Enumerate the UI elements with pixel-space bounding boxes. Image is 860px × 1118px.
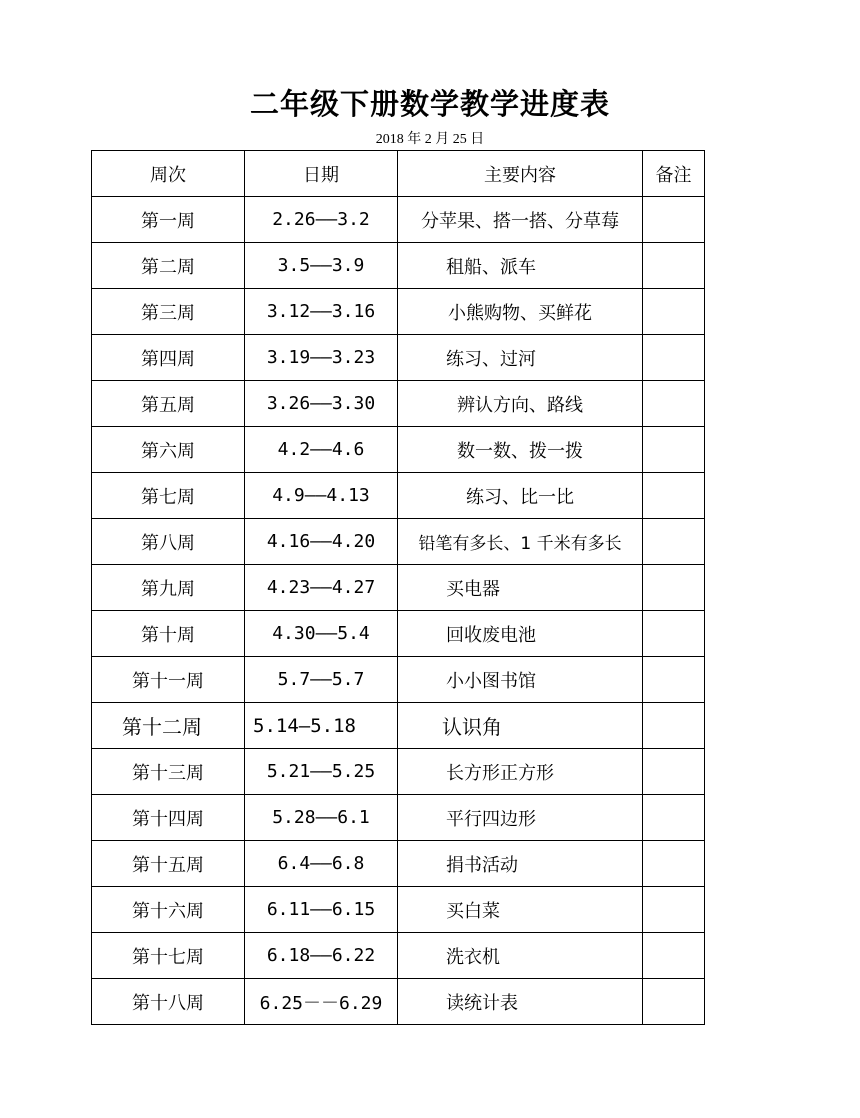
week-cell: 第十六周 [92, 887, 245, 933]
table-row [92, 427, 705, 473]
date-cell: 5.28——6.1 [245, 795, 398, 841]
week-cell: 第二周 [92, 243, 245, 289]
content-cell: 长方形正方形 [398, 749, 643, 795]
content-cell: 读统计表 [398, 979, 643, 1025]
note-cell [643, 749, 705, 795]
table-row [92, 289, 705, 335]
content-cell: 练习、比一比 [398, 473, 643, 519]
content-cell: 小小图书馆 [398, 657, 643, 703]
week-cell: 第十一周 [92, 657, 245, 703]
table-row [92, 381, 705, 427]
note-cell [643, 565, 705, 611]
page-title: 二年级下册数学教学进度表 [249, 87, 610, 121]
week-cell: 第一周 [92, 197, 245, 243]
week-cell: 第十八周 [92, 979, 245, 1025]
week-cell: 第四周 [92, 335, 245, 381]
week-cell: 第十四周 [92, 795, 245, 841]
week-cell: 第三周 [92, 289, 245, 335]
note-cell [643, 427, 705, 473]
table-row [92, 887, 705, 933]
note-cell [643, 519, 705, 565]
date-cell: 4.23——4.27 [245, 565, 398, 611]
week-cell: 第八周 [92, 519, 245, 565]
content-cell: 买白菜 [398, 887, 643, 933]
week-cell: 第十五周 [92, 841, 245, 887]
header-date: 日期 [245, 151, 398, 197]
note-cell [643, 795, 705, 841]
content-cell: 回收废电池 [398, 611, 643, 657]
date-cell: 2.26——3.2 [245, 197, 398, 243]
table-row [92, 197, 705, 243]
content-cell: 认识角 [398, 703, 643, 749]
header-note: 备注 [643, 151, 705, 197]
content-cell: 平行四边形 [398, 795, 643, 841]
note-cell [643, 473, 705, 519]
table-row [92, 243, 705, 289]
date-cell: 3.5——3.9 [245, 243, 398, 289]
header-week: 周次 [92, 151, 245, 197]
date-cell: 4.2——4.6 [245, 427, 398, 473]
table-row [92, 933, 705, 979]
note-cell [643, 611, 705, 657]
document-date: 2018 年 2 月 25 日 [375, 132, 485, 147]
content-cell: 洗衣机 [398, 933, 643, 979]
date-cell: 4.9——4.13 [245, 473, 398, 519]
date-cell: 6.18——6.22 [245, 933, 398, 979]
content-cell: 捐书活动 [398, 841, 643, 887]
week-cell: 第五周 [92, 381, 245, 427]
content-cell: 租船、派车 [398, 243, 643, 289]
date-cell: 4.16——4.20 [245, 519, 398, 565]
content-cell: 分苹果、搭一搭、分草莓 [398, 197, 643, 243]
note-cell [643, 933, 705, 979]
note-cell [643, 703, 705, 749]
week-cell: 第十二周 [92, 703, 245, 749]
table-row [92, 979, 705, 1025]
date-cell: 3.26——3.30 [245, 381, 398, 427]
schedule-table [91, 150, 705, 1025]
note-cell [643, 381, 705, 427]
table-row [92, 703, 705, 749]
table-row [92, 611, 705, 657]
table-row [92, 841, 705, 887]
content-cell: 小熊购物、买鲜花 [398, 289, 643, 335]
note-cell [643, 289, 705, 335]
week-cell: 第十三周 [92, 749, 245, 795]
content-cell: 买电器 [398, 565, 643, 611]
date-cell: 5.7——5.7 [245, 657, 398, 703]
table-row [92, 749, 705, 795]
header-content: 主要内容 [398, 151, 643, 197]
content-cell: 练习、过河 [398, 335, 643, 381]
note-cell [643, 197, 705, 243]
week-cell: 第九周 [92, 565, 245, 611]
week-cell: 第十周 [92, 611, 245, 657]
table-row [92, 473, 705, 519]
note-cell [643, 335, 705, 381]
date-cell: 5.14—5.18 [245, 703, 398, 749]
date-cell: 6.4——6.8 [245, 841, 398, 887]
week-cell: 第七周 [92, 473, 245, 519]
content-cell: 数一数、拨一拨 [398, 427, 643, 473]
date-cell: 3.19——3.23 [245, 335, 398, 381]
table-row [92, 519, 705, 565]
note-cell [643, 657, 705, 703]
date-cell: 3.12——3.16 [245, 289, 398, 335]
date-cell: 6.25－－6.29 [245, 979, 398, 1025]
table-row [92, 565, 705, 611]
date-cell: 4.30——5.4 [245, 611, 398, 657]
week-cell: 第六周 [92, 427, 245, 473]
date-cell: 5.21——5.25 [245, 749, 398, 795]
table-row [92, 795, 705, 841]
note-cell [643, 887, 705, 933]
note-cell [643, 841, 705, 887]
table-row [92, 657, 705, 703]
date-cell: 6.11——6.15 [245, 887, 398, 933]
content-cell: 辨认方向、路线 [398, 381, 643, 427]
content-cell: 铅笔有多长、1 千米有多长 [398, 519, 643, 565]
week-cell: 第十七周 [92, 933, 245, 979]
note-cell [643, 979, 705, 1025]
table-row [92, 335, 705, 381]
table-header-row [92, 151, 705, 197]
note-cell [643, 243, 705, 289]
